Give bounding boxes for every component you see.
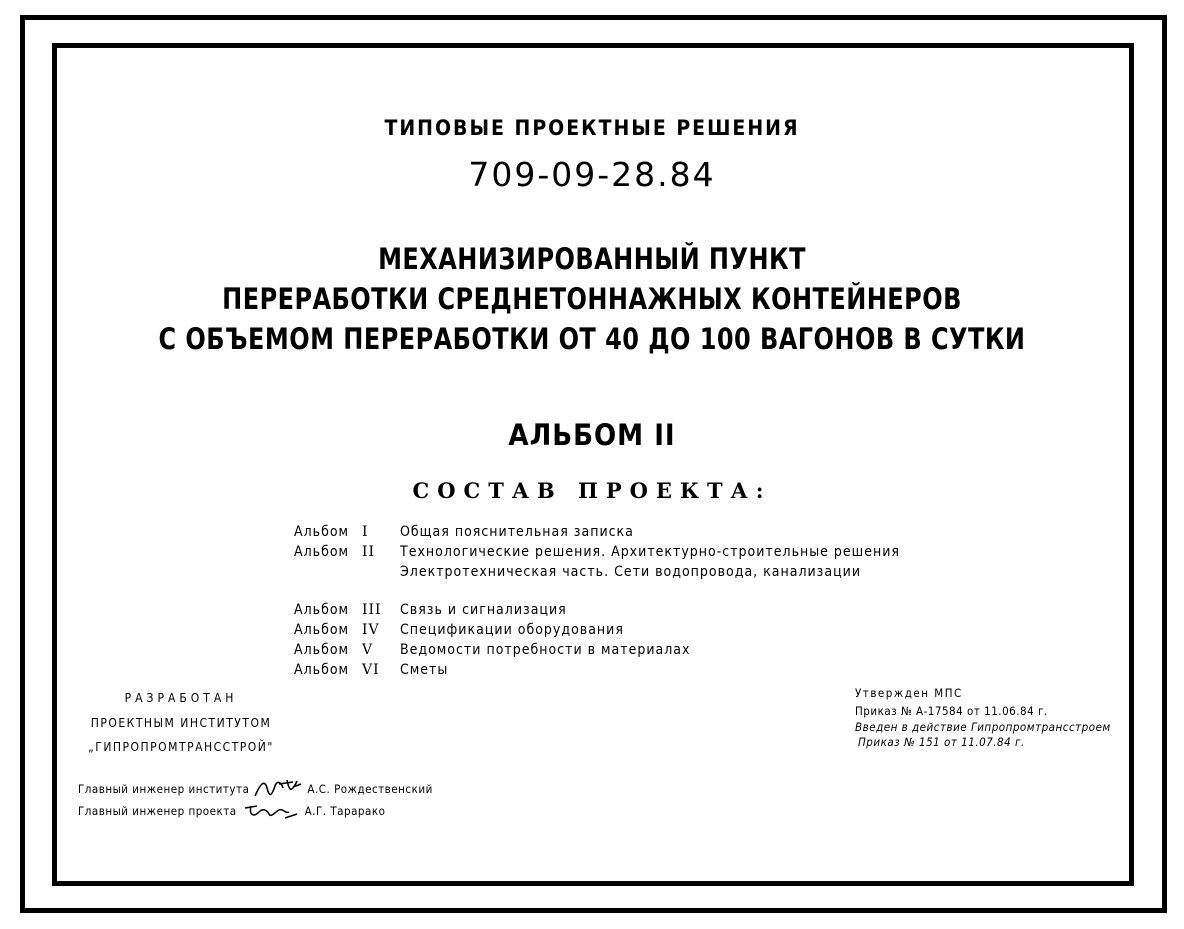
handwritten-signature-icon (241, 800, 301, 822)
title-line-1: МЕХАНИЗИРОВАННЫЙ ПУНКТ (378, 242, 806, 276)
album-description: Связь и сигнализация (400, 602, 567, 618)
signature-row (78, 800, 385, 822)
album-word: Альбом (294, 642, 350, 658)
album-row (294, 660, 900, 680)
album-row (294, 542, 900, 562)
signature-row (78, 778, 433, 800)
signatory-name: А.Г. Тарарако (304, 804, 386, 818)
title-line-3: С ОБЪЕМОМ ПЕРЕРАБОТКИ ОТ 40 ДО 100 ВАГОНОВ В СУТКИ (158, 322, 1026, 356)
album-number: III (362, 602, 382, 618)
album-word: Альбом (294, 622, 350, 638)
project-number: 709-09-28.84 (468, 155, 716, 194)
album-number: I (362, 524, 369, 540)
album-description: Общая пояснительная записка (400, 524, 634, 540)
album-row (294, 620, 900, 640)
album-word: Альбом (294, 662, 350, 678)
approval-line: Утвержден МПС (855, 686, 963, 700)
album-number: VI (362, 662, 380, 678)
series-title: ТИПОВЫЕ ПРОЕКТНЫЕ РЕШЕНИЯ (384, 116, 800, 140)
album-number: II (362, 544, 376, 560)
album-description: Технологические решения. Архитектурно-строительные решения (400, 544, 900, 560)
album-description-continuation: Электротехническая часть. Сети водопровода, канализации (400, 564, 862, 580)
list-spacer (294, 582, 900, 600)
composition-heading: СОСТАВ ПРОЕКТА: (412, 478, 772, 503)
handwritten-signature-icon (253, 778, 303, 800)
developed-by-label: РАЗРАБОТАН (124, 691, 238, 705)
approval-order: Приказ № А-17584 от 11.06.84 г. (855, 704, 1048, 718)
enactment-order: Приказ № 151 от 11.07.84 г. (858, 735, 1025, 749)
signatory-name: А.С. Рождественский (307, 782, 433, 796)
signatory-role: Главный инженер института (78, 782, 250, 796)
developer-institute-name: „ГИПРОПРОМТРАНССТРОЙ" (88, 740, 274, 754)
album-description: Сметы (400, 662, 449, 678)
album-list (294, 522, 900, 680)
album-row (294, 600, 900, 620)
album-label: АЛЬБОМ II (508, 418, 676, 452)
enactment-line: Введен в действие Гипропромтрансстроем (855, 720, 1111, 734)
album-number: V (362, 642, 374, 658)
signatory-role: Главный инженер проекта (78, 804, 237, 818)
album-word: Альбом (294, 544, 350, 560)
title-line-2: ПЕРЕРАБОТКИ СРЕДНЕТОННАЖНЫХ КОНТЕЙНЕРОВ (222, 282, 962, 316)
album-word: Альбом (294, 524, 350, 540)
album-row (294, 640, 900, 660)
developer-institute-label: ПРОЕКТНЫМ ИНСТИТУТОМ (90, 716, 272, 730)
album-number: IV (362, 622, 380, 638)
album-description: Спецификации оборудования (400, 622, 624, 638)
album-word: Альбом (294, 602, 350, 618)
album-row (294, 522, 900, 542)
album-description: Ведомости потребности в материалах (400, 642, 691, 658)
